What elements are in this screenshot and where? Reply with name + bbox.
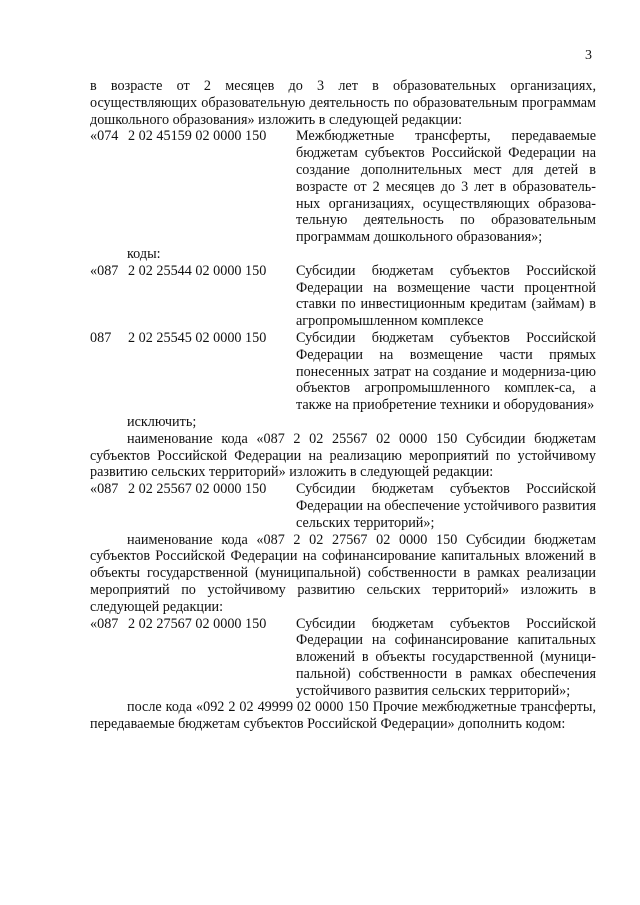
code-entry-25544 bbox=[90, 263, 596, 330]
entry-code: 2 02 25545 02 0000 150 bbox=[128, 329, 267, 346]
entry-number: «087 bbox=[90, 481, 119, 498]
entry-number: 087 bbox=[90, 329, 112, 346]
entry-number: «074 bbox=[90, 128, 119, 145]
entry-description: Субсидии бюджетам субъектов Российской Федерации на обеспечение устойчивого развития сельских территорий»; bbox=[296, 481, 596, 531]
entry-description: Межбюджетные трансферты, передаваемые бюджетам субъектов Российской Федерации на создание дополнительных мест для детей в возрасте от 2 месяцев до 3 лет в образователь-ных организациях, осуществляющих образова-тельную деятельность по образовательным программам дошкольного образования»; bbox=[296, 128, 596, 246]
exclude-label: исключить; bbox=[127, 413, 197, 430]
code-entry-074 bbox=[90, 128, 596, 246]
intro-paragraph: в возрасте от 2 месяцев до 3 лет в образовательных организациях, осуществляющих образовательную деятельность по образовательным программам дошкольного образования» изложить в следующей редакции: bbox=[90, 78, 596, 128]
document-body bbox=[90, 78, 596, 733]
entry-description: Субсидии бюджетам субъектов Российской Федерации на софинансирование капитальных вложений в объекты государственной (муници-пальной) собственности в рамках обеспечения устойчивого развития сельских территорий»; bbox=[296, 615, 596, 699]
entry-code: 2 02 27567 02 0000 150 bbox=[128, 615, 267, 632]
entry-code: 2 02 25544 02 0000 150 bbox=[128, 262, 267, 279]
codes-label: коды: bbox=[127, 245, 161, 262]
code-entry-25567 bbox=[90, 481, 596, 531]
entry-description: Субсидии бюджетам субъектов Российской Федерации на возмещение части процентной ставки по инвестиционным кредитам (займам) в агропромышленном комплексе bbox=[296, 262, 596, 330]
code-entry-25545 bbox=[90, 330, 596, 414]
paragraph-after-code: после кода «092 2 02 49999 02 0000 150 Прочие межбюджетные трансферты, передаваемые бюджетам субъектов Российской Федерации» дополнить кодом: bbox=[90, 699, 596, 733]
page-number: 3 bbox=[585, 48, 592, 63]
entry-code: 2 02 25567 02 0000 150 bbox=[128, 481, 267, 498]
entry-code: 2 02 45159 02 0000 150 bbox=[128, 128, 267, 145]
entry-number: «087 bbox=[90, 262, 119, 279]
code-entry-27567 bbox=[90, 616, 596, 700]
entry-number: «087 bbox=[90, 615, 119, 632]
paragraph-27567: наименование кода «087 2 02 27567 02 0000 150 Субсидии бюджетам субъектов Российской Федерации на софинансирование капитальных вложений в объекты государственной (муниципальной) собственности в рамках реализации мероприятий по устойчивому развитию сельских территорий» изложить в следующей редакции: bbox=[90, 531, 596, 615]
entry-description: Субсидии бюджетам субъектов Российской Федерации на возмещение части прямых понесенных затрат на создание и модерниза-цию объектов агропромышленного комплек-са, а также на приобретение техники и оборудования» bbox=[296, 329, 596, 414]
paragraph-25567: наименование кода «087 2 02 25567 02 0000 150 Субсидии бюджетам субъектов Российской Федерации на реализацию мероприятий по устойчивому развитию сельских территорий» изложить в следующей редакции: bbox=[90, 430, 596, 481]
